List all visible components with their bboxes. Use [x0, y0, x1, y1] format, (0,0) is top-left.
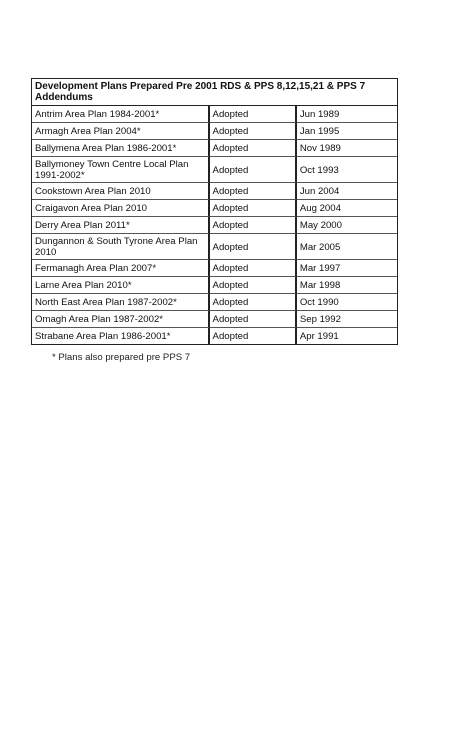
status-cell: Adopted: [210, 157, 297, 183]
table-row: [32, 157, 397, 183]
table-row: [32, 200, 397, 217]
table-row: [32, 106, 397, 123]
plan-name-cell: Strabane Area Plan 1986-2001*: [32, 328, 210, 344]
footnote: * Plans also prepared pre PPS 7: [52, 352, 191, 363]
table-row: [32, 217, 397, 234]
table-row: [32, 123, 397, 140]
table-row: [32, 183, 397, 200]
date-cell: Apr 1991: [299, 331, 339, 342]
plan-name-cell: Antrim Area Plan 1984-2001*: [32, 106, 210, 123]
plan-name-cell: Craigavon Area Plan 2010: [32, 200, 210, 217]
date-cell: Jun 1989: [297, 106, 397, 123]
date-cell: May 2000: [297, 217, 397, 234]
status-cell: Adopted: [210, 294, 297, 311]
table-row: [32, 277, 397, 294]
status-cell: Adopted: [210, 277, 297, 294]
date-cell: Jan 1995: [297, 123, 397, 140]
status-cell: Adopted: [210, 234, 297, 260]
status-cell: Adopted: [210, 123, 297, 140]
plan-name-cell: North East Area Plan 1987-2002*: [32, 294, 210, 311]
table-row: [32, 234, 397, 260]
plan-name-cell: Omagh Area Plan 1987-2002*: [32, 311, 210, 328]
plan-name-cell: Cookstown Area Plan 2010: [32, 183, 210, 200]
plan-name-cell: Ballymoney Town Centre Local Plan 1991-2002*: [32, 157, 210, 183]
status-cell: Adopted: [210, 311, 297, 328]
status-cell: Adopted: [210, 260, 297, 277]
date-cell: Oct 1993: [297, 157, 397, 183]
date-cell: Sep 1992: [297, 311, 397, 328]
plan-name-cell: Armagh Area Plan 2004*: [32, 123, 210, 140]
date-cell: Mar 1998: [297, 277, 397, 294]
table-row: [32, 328, 397, 344]
table-row: [32, 140, 397, 157]
date-cell: Nov 1989: [297, 140, 397, 157]
development-plans-table: [31, 78, 398, 345]
plan-name-cell: Fermanagh Area Plan 2007*: [32, 260, 210, 277]
table-row: [32, 260, 397, 277]
date-cell: Oct 1990: [297, 294, 397, 311]
plan-name-cell: Derry Area Plan 2011*: [32, 217, 210, 234]
table-header: Development Plans Prepared Pre 2001 RDS & PPS 8,12,15,21 & PPS 7 Addendums: [32, 79, 397, 106]
table-row: [32, 294, 397, 311]
table-row: [32, 311, 397, 328]
date-cell: Mar 2005: [297, 234, 397, 260]
plan-name-cell: Ballymena Area Plan 1986-2001*: [32, 140, 210, 157]
plan-name-cell: Dungannon & South Tyrone Area Plan 2010: [32, 234, 210, 260]
date-cell: Mar 1997: [297, 260, 397, 277]
status-cell: Adopted: [210, 106, 297, 123]
status-cell: Adopted: [210, 183, 297, 200]
status-cell: Adopted: [210, 200, 297, 217]
status-cell: Adopted: [210, 217, 297, 234]
date-cell: Aug 2004: [297, 200, 397, 217]
status-cell: Adopted: [210, 328, 297, 344]
date-cell: Jun 2004: [297, 183, 397, 200]
plan-name-cell: Larne Area Plan 2010*: [32, 277, 210, 294]
status-cell: Adopted: [210, 140, 297, 157]
